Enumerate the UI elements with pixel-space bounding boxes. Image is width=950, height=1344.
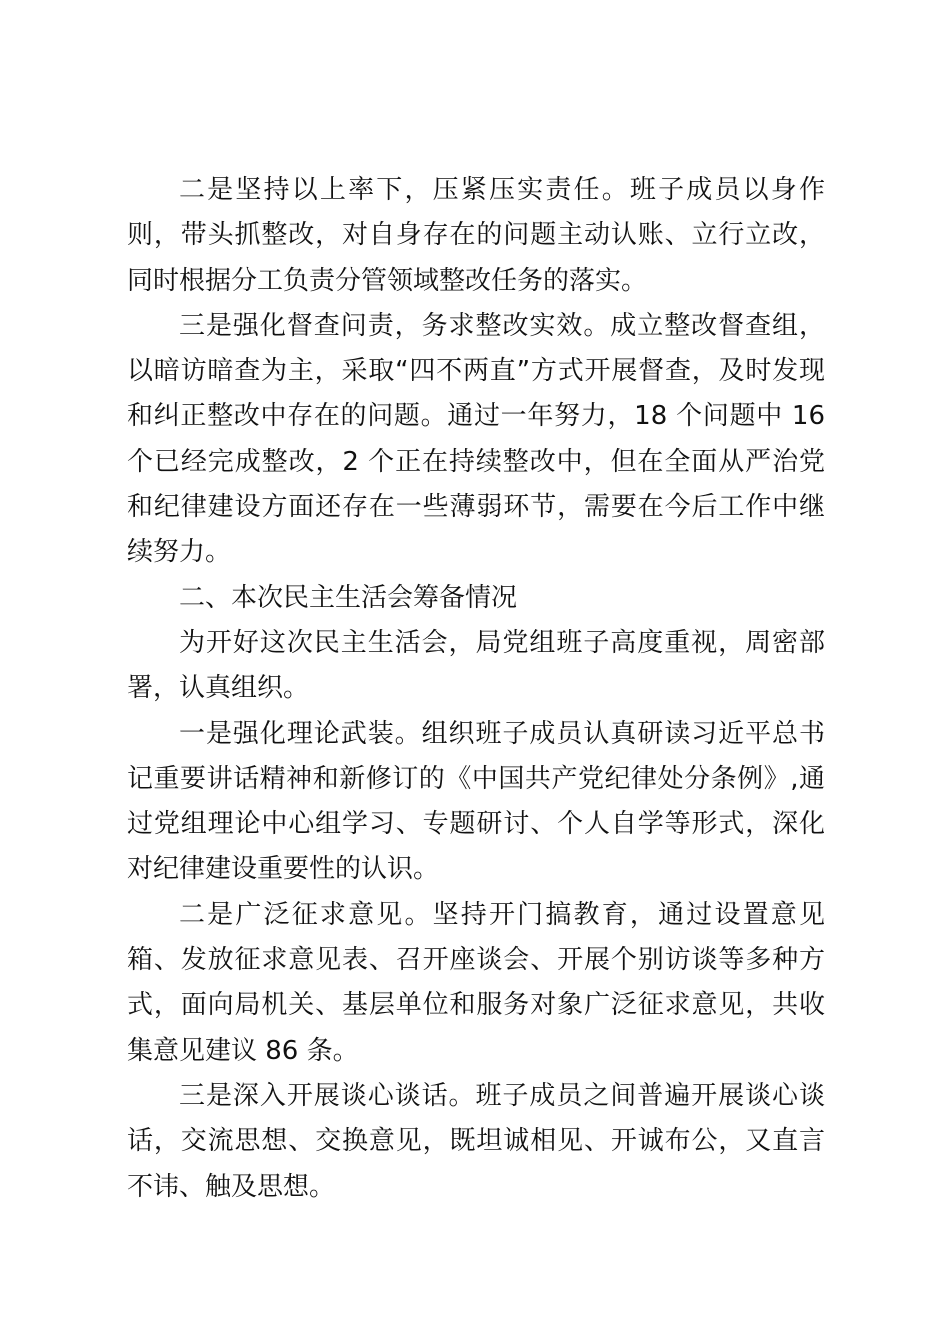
paragraph-theory-study: 一是强化理论武装。组织班子成员认真研读习近平总书记重要讲话精神和新修订的《中国共产党纪律处分条例》,通过党组理论中心组学习、专题研讨、个人自学等形式，深化对纪律建设重要性的认识。 — [127, 718, 825, 885]
paragraph-preparation-intro: 为开好这次民主生活会，局党组班子高度重视，周密部署，认真组织。 — [127, 627, 825, 704]
paragraph-heart-to-heart-talks: 三是深入开展谈心谈话。班子成员之间普遍开展谈心谈话，交流思想、交换意见，既坦诚相见、开诚布公，又直言不讳、触及思想。 — [127, 1080, 825, 1202]
section-heading-preparation: 二、本次民主生活会筹备情况 — [179, 582, 518, 613]
document-body — [127, 168, 825, 1210]
paragraph-solicit-opinions: 二是广泛征求意见。坚持开门搞教育，通过设置意见箱、发放征求意见表、召开座谈会、开展个别访谈等多种方式，面向局机关、基层单位和服务对象广泛征求意见，共收集意见建议 86 条。 — [127, 899, 825, 1066]
paragraph-measure-2: 二是坚持以上率下，压紧压实责任。班子成员以身作则，带头抓整改，对自身存在的问题主动认账、立行立改，同时根据分工负责分管领域整改任务的落实。 — [127, 175, 825, 296]
paragraph-measure-3: 三是强化督查问责，务求整改实效。成立整改督查组，以暗访暗查为主，采取“四不两直”方式开展督查，及时发现和纠正整改中存在的问题。通过一年努力，18 个问题中 16 个已经完成整改，2 个正在持续整改中，但在全面从严治党和纪律建设方面还存在一些薄弱环节，需要在今后工作中继续努力。 — [127, 310, 825, 568]
